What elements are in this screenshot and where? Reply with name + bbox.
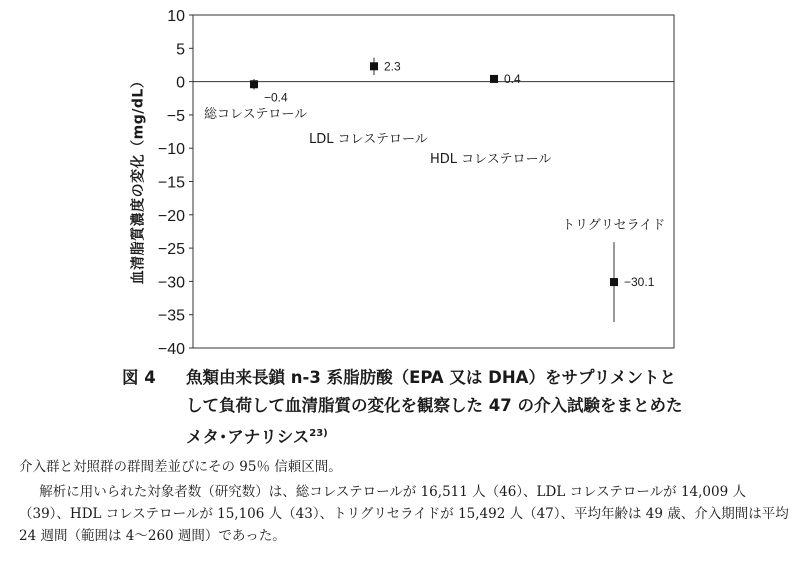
figure-title [186, 364, 686, 452]
category-label: LDL コレステロール [309, 132, 428, 147]
note-line-2: 解析に用いられた対象者数（研究数）は、総コレステロールが 16,511 人（46）、LDL コレステロールが 14,009 人（39）、HDL コレステロールが 15,106 人（43）、トリグリセライドが 15,492 人（47）、平均年齢は 49 歳、介入期間は平均 24 週間（範囲は 4～260 週間）であった。 [19, 484, 789, 544]
plot-frame [193, 15, 674, 348]
data-label: 2.3 [384, 59, 401, 74]
y-tick-label: −25 [157, 241, 185, 259]
data-point [250, 80, 258, 88]
reference-marker: 23) [309, 428, 328, 439]
y-tick-label: −35 [157, 307, 185, 325]
data-label: −0.4 [264, 90, 288, 105]
data-label: −30.1 [624, 275, 655, 290]
y-tick-label: −10 [157, 141, 185, 159]
figure-number: 図 4 [122, 368, 156, 387]
y-tick-label: −15 [157, 174, 185, 192]
y-axis-label: 血清脂質濃度の変化（mg/dL） [130, 73, 147, 284]
y-tick-label: 10 [167, 8, 185, 25]
y-tick-label: −40 [157, 341, 185, 358]
y-tick-label: −20 [157, 207, 185, 225]
y-axis-label-container [121, 6, 153, 351]
note-line-1: 介入群と対照群の群間差並びにその 95％ 信頼区間。 [19, 459, 342, 475]
y-tick-label: 5 [176, 41, 185, 59]
category-label: HDL コレステロール [430, 152, 552, 167]
data-label: 0.4 [504, 71, 521, 86]
y-tick-label: 0 [176, 74, 185, 92]
y-tick-label: −30 [157, 274, 185, 292]
data-point [490, 75, 498, 83]
figure-title-text: 魚類由来長鎖 n‑3 系脂肪酸（EPA 又は DHA）をサプリメントとして負荷して血清脂質の変化を観察した 47 の介入試験をまとめたメタ･アナリシス [186, 368, 683, 447]
category-label: トリグリセライド [562, 218, 666, 233]
category-label: 総コレステロール [204, 107, 308, 122]
data-point [610, 278, 618, 286]
data-point [370, 62, 378, 70]
y-tick-label: −5 [166, 107, 185, 125]
